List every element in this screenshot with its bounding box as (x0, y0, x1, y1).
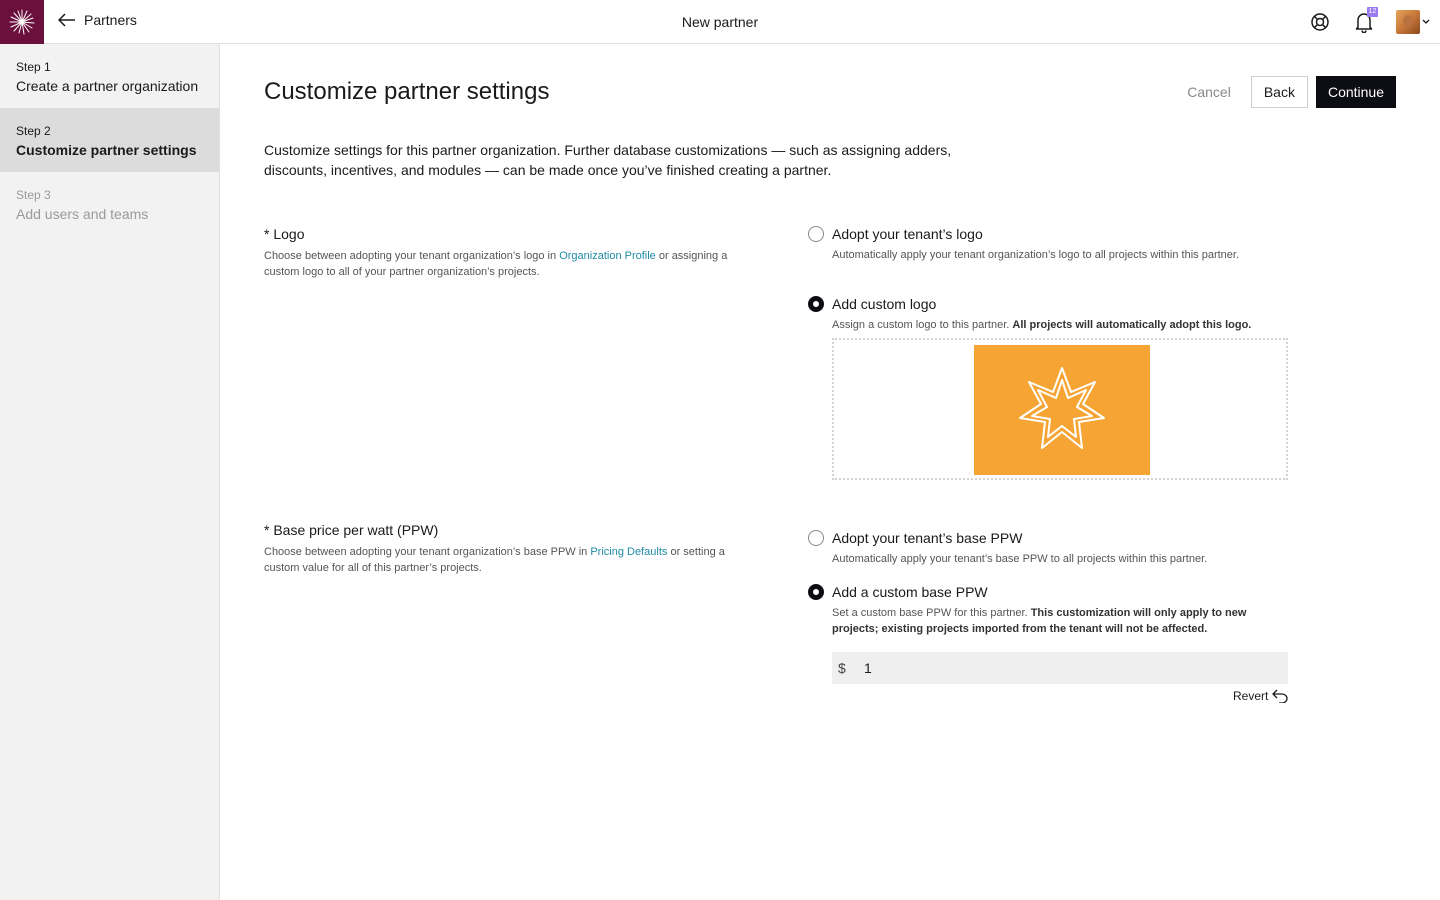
option-description (832, 605, 1292, 637)
option-desc-plain: Set a custom base PPW for this partner. (832, 607, 1031, 619)
step-title: Create a partner organization (16, 78, 199, 94)
ppw-desc-text-end: or setting a custom value for all of this partner’s projects. (264, 546, 725, 574)
pricing-defaults-link[interactable]: Pricing Defaults (590, 546, 668, 558)
option-description: Automatically apply your tenant’s base PPW to all projects within this partner. (832, 553, 1208, 565)
option-label: Add a custom base PPW (832, 584, 988, 600)
starburst-logo-icon (9, 9, 35, 35)
back-to-partners-link[interactable] (58, 12, 137, 28)
radio-adopt-tenant-logo[interactable] (808, 226, 824, 242)
steps-sidebar (0, 44, 220, 900)
ppw-section-info (264, 522, 744, 576)
logo-description (264, 248, 744, 280)
cancel-button[interactable]: Cancel (1175, 76, 1243, 108)
radio-adopt-tenant-ppw[interactable] (808, 530, 824, 546)
logo-label: * Logo (264, 226, 305, 242)
notification-count-badge: 12 (1368, 8, 1377, 15)
step-title: Add users and teams (16, 206, 149, 222)
revert-label: Revert (1233, 689, 1269, 703)
step-customize-settings[interactable] (0, 108, 219, 172)
step-number: Step 2 (16, 124, 51, 138)
user-menu[interactable] (1396, 10, 1430, 34)
radio-add-custom-logo[interactable] (808, 296, 824, 312)
intro-text: Customize settings for this partner organization. Further database customizations — such as assigning adders, discounts, incentives, and modules — can be made once you’ve finished creating a partner. (264, 142, 952, 178)
step-number: Step 3 (16, 188, 51, 202)
help-lifebuoy-icon[interactable] (1310, 12, 1330, 32)
avatar (1396, 10, 1420, 34)
ppw-desc-text: Choose between adopting your tenant organization’s base PPW in (264, 546, 591, 558)
option-desc-plain: Assign a custom logo to this partner. (832, 319, 1013, 331)
currency-prefix: $ (838, 660, 846, 676)
option-desc-bold: All projects will automatically adopt this logo. (1012, 319, 1252, 331)
back-button[interactable]: Back (1251, 76, 1308, 108)
logo-section-info (264, 226, 744, 280)
section-title: Customize partner settings (264, 78, 550, 105)
step-number: Step 1 (16, 60, 51, 74)
page-title: New partner (681, 14, 759, 30)
organization-profile-link[interactable]: Organization Profile (559, 250, 656, 262)
custom-ppw-input[interactable] (864, 660, 1264, 676)
brand-logo[interactable] (0, 0, 44, 44)
option-description (832, 317, 1312, 333)
back-link-label: Partners (84, 12, 137, 28)
logo-desc-text: Choose between adopting your tenant organization’s logo in (264, 250, 560, 262)
option-label: Adopt your tenant’s logo (832, 226, 983, 242)
logo-desc-text-end: or assigning a custom logo to all of your partner organization’s projects. (264, 250, 728, 278)
custom-ppw-field[interactable] (832, 652, 1288, 684)
custom-logo-preview (974, 345, 1150, 475)
step-create-organization[interactable] (0, 44, 219, 108)
option-label: Add custom logo (832, 296, 937, 312)
ppw-description (264, 544, 744, 576)
option-desc-bold: This customization will only apply to new projects; existing projects imported from the tenant will not be affected. (832, 607, 1247, 635)
star-logo-icon (1017, 365, 1107, 455)
continue-button[interactable]: Continue (1316, 76, 1396, 108)
top-bar (0, 0, 1440, 44)
logo-upload-dropzone[interactable] (832, 338, 1288, 480)
option-description: Automatically apply your tenant organization’s logo to all projects within this partner. (832, 249, 1240, 261)
undo-arrow-icon (1272, 689, 1288, 703)
form-actions (1175, 76, 1396, 108)
radio-add-custom-ppw[interactable] (808, 584, 824, 600)
ppw-label: * Base price per watt (PPW) (264, 522, 439, 538)
arrow-left-icon (58, 13, 76, 27)
step-add-users-teams (0, 172, 219, 236)
revert-button[interactable] (1233, 689, 1288, 703)
option-label: Adopt your tenant’s base PPW (832, 530, 1023, 546)
step-title: Customize partner settings (16, 142, 197, 158)
chevron-down-icon (1422, 19, 1430, 25)
